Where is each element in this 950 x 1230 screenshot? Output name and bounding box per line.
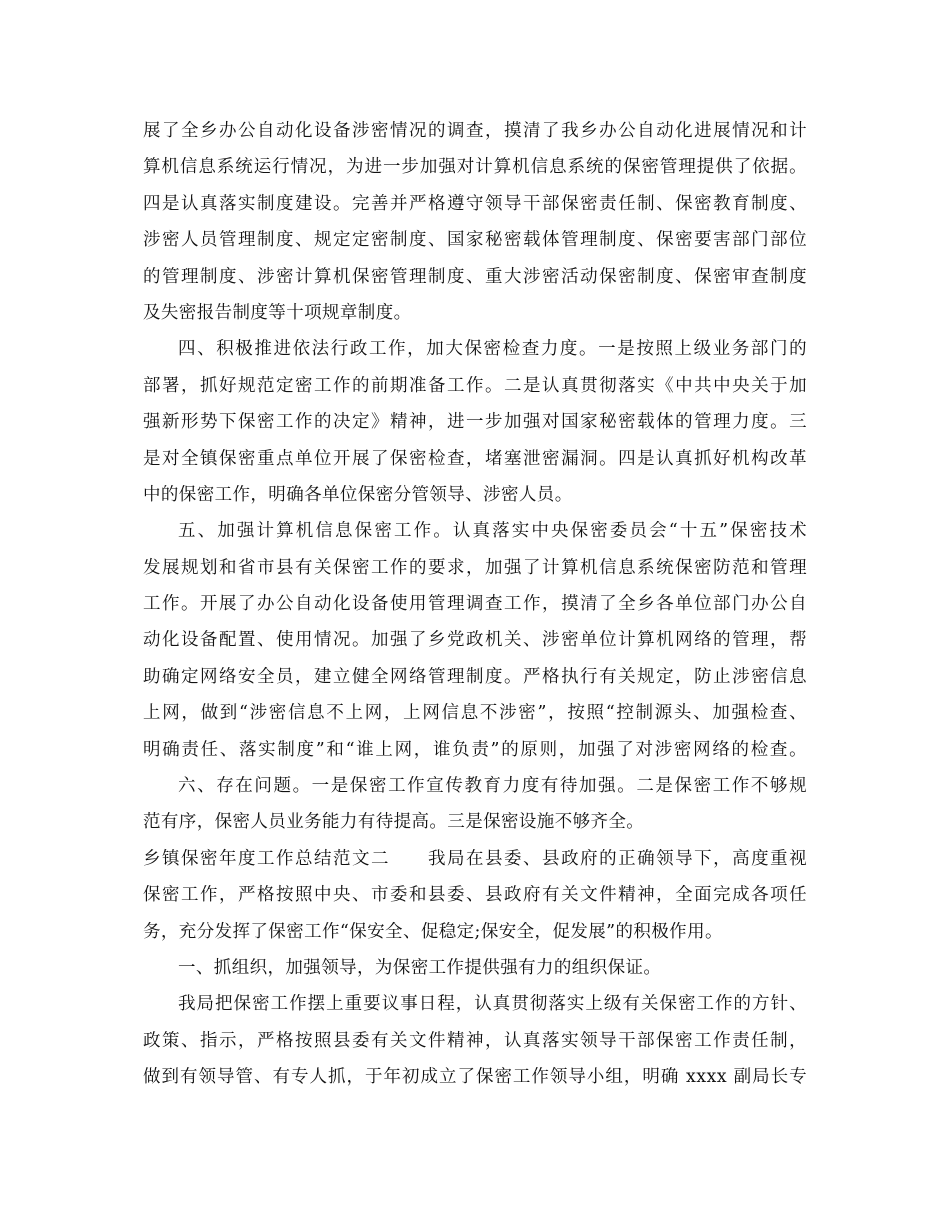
text-line: 及失密报告制度等十项规章制度。 bbox=[143, 302, 412, 323]
section-heading-line: 乡镇保密年度工作总结范文二 我局在县委、县政府的正确领导下，高度重视 bbox=[143, 848, 807, 869]
paragraph-first-line: 四、积极推进依法行政工作，加大保密检查力度。一是按照上级业务部门的 bbox=[178, 339, 807, 360]
text-line: 四是认真落实制度建设。完善并严格遵守领导干部保密责任制、保密教育制度、 bbox=[143, 193, 807, 214]
text-line: 部署，抓好规范定密工作的前期准备工作。二是认真贯彻落实《中共中央关于加 bbox=[143, 375, 807, 396]
document-body bbox=[143, 113, 807, 1096]
text-line: 做到有领导管、有专人抓，于年初成立了保密工作领导小组，明确 xxxx 副局长专 bbox=[143, 1067, 807, 1088]
text-line: 明确责任、落实制度”和“谁上网，谁负责”的原则，加强了对涉密网络的检查。 bbox=[143, 739, 807, 760]
text-line: 工作。开展了办公自动化设备使用管理调查工作，摸清了全乡各单位部门办公自 bbox=[143, 594, 807, 615]
text-line: 的管理制度、涉密计算机保密管理制度、重大涉密活动保密制度、保密审查制度 bbox=[143, 266, 807, 287]
text-line: 助确定网络安全员，建立健全网络管理制度。严格执行有关规定，防止涉密信息 bbox=[143, 666, 807, 687]
text-line: 上网，做到“涉密信息不上网，上网信息不涉密”，按照“控制源头、加强检查、 bbox=[143, 703, 807, 724]
text-line: 动化设备配置、使用情况。加强了乡党政机关、涉密单位计算机网络的管理，帮 bbox=[143, 630, 807, 651]
text-line: 保密工作，严格按照中央、市委和县委、县政府有关文件精神，全面完成各项任 bbox=[143, 885, 807, 906]
text-line: 发展规划和省市县有关保密工作的要求，加强了计算机信息系统保密防范和管理 bbox=[143, 557, 807, 578]
paragraph-first-line: 一、抓组织，加强领导，为保密工作提供强有力的组织保证。 bbox=[178, 957, 662, 978]
text-line: 是对全镇保密重点单位开展了保密检查，堵塞泄密漏洞。四是认真抓好机构改革 bbox=[143, 448, 807, 469]
paragraph-first-line: 五、加强计算机信息保密工作。认真落实中央保密委员会“十五”保密技术 bbox=[178, 521, 807, 542]
text-line: 政策、指示，严格按照县委有关文件精神，认真落实领导干部保密工作责任制， bbox=[143, 1030, 807, 1051]
text-line: 务，充分发挥了保密工作“保安全、促稳定;保安全，促发展”的积极作用。 bbox=[143, 921, 723, 942]
paragraph-first-line: 我局把保密工作摆上重要议事日程，认真贯彻落实上级有关保密工作的方针、 bbox=[178, 994, 807, 1015]
text-line: 算机信息系统运行情况，为进一步加强对计算机信息系统的保密管理提供了依据。 bbox=[143, 157, 807, 178]
text-line: 展了全乡办公自动化设备涉密情况的调查，摸清了我乡办公自动化进展情况和计 bbox=[143, 121, 807, 141]
text-line: 范有序，保密人员业务能力有待提高。三是保密设施不够齐全。 bbox=[143, 812, 645, 833]
text-line: 强新形势下保密工作的决定》精神，进一步加强对国家秘密载体的管理力度。三 bbox=[143, 412, 807, 433]
text-line: 中的保密工作，明确各单位保密分管领导、涉密人员。 bbox=[143, 484, 573, 505]
paragraph-first-line: 六、存在问题。一是保密工作宣传教育力度有待加强。二是保密工作不够规 bbox=[178, 776, 807, 797]
text-line: 涉密人员管理制度、规定定密制度、国家秘密载体管理制度、保密要害部门部位 bbox=[143, 230, 807, 251]
